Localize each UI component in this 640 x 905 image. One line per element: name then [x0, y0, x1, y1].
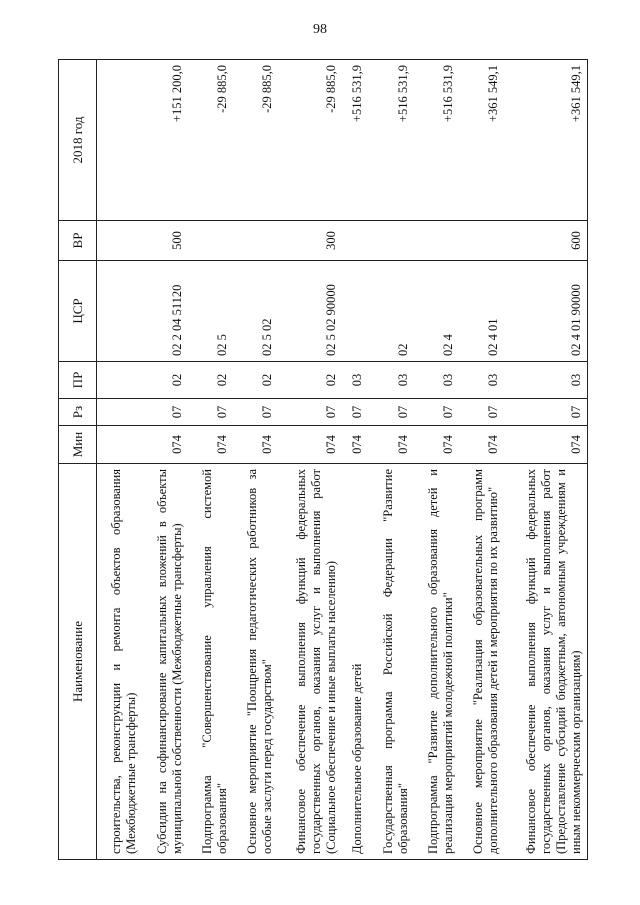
row-amount: +361 549,1 — [504, 60, 588, 221]
row-min: 074 — [459, 426, 504, 464]
row-rz: 07 — [142, 399, 187, 426]
table-row — [278, 60, 342, 860]
row-name: Основное мероприятие "Поощрения педагогических работников за особые заслуги перед государством" — [233, 464, 278, 860]
row-rz: 07 — [368, 399, 413, 426]
row-name: Подпрограмма "Совершенствование управления системой образования" — [188, 464, 233, 860]
row-vr — [97, 221, 143, 261]
table-row — [504, 60, 588, 860]
table-row — [342, 60, 368, 860]
row-rz: 07 — [459, 399, 504, 426]
header-year: 2018 год — [59, 60, 97, 221]
row-rz: 07 — [233, 399, 278, 426]
row-csr: 02 5 02 — [233, 261, 278, 362]
header-vr: ВР — [59, 221, 97, 261]
row-vr — [188, 221, 233, 261]
row-name: Дополнительное образование детей — [342, 464, 368, 860]
row-csr: 02 5 — [188, 261, 233, 362]
row-rz: 07 — [278, 399, 342, 426]
row-csr: 02 2 04 51120 — [142, 261, 187, 362]
row-name: Государственная программа Российской Федерации "Развитие образования" — [368, 464, 413, 860]
header-min: Мин — [59, 426, 97, 464]
row-amount: -29 885,0 — [233, 60, 278, 221]
row-csr — [97, 261, 143, 362]
header-rz: Рз — [59, 399, 97, 426]
row-amount: +516 531,9 — [368, 60, 413, 221]
table-header-row — [59, 60, 97, 860]
row-name: Финансовое обеспечение выполнения функций федеральных государственных органов, оказания услуг и выполнения работ (Социальное обеспечение и иные выплаты населению) — [278, 464, 342, 860]
row-amount — [97, 60, 143, 221]
row-pr: 03 — [368, 362, 413, 399]
table-row — [188, 60, 233, 860]
row-vr: 300 — [278, 221, 342, 261]
row-min: 074 — [188, 426, 233, 464]
table-row — [368, 60, 413, 860]
row-csr — [342, 261, 368, 362]
row-pr: 02 — [278, 362, 342, 399]
row-vr — [414, 221, 459, 261]
row-rz — [97, 399, 143, 426]
header-name: Наименование — [59, 464, 97, 860]
row-csr: 02 4 01 90000 — [504, 261, 588, 362]
row-name: Финансовое обеспечение выполнения функций федеральных государственных органов, оказания услуг и выполнения работ (Предоставление субсидий бюджетным, автономным учреждениям и иным некоммерческим организациям) — [504, 464, 588, 860]
row-pr: 03 — [414, 362, 459, 399]
row-csr: 02 5 02 90000 — [278, 261, 342, 362]
row-min: 074 — [504, 426, 588, 464]
header-pr: ПР — [59, 362, 97, 399]
rotated-table-area — [58, 60, 588, 860]
row-pr: 02 — [233, 362, 278, 399]
row-amount: +516 531,9 — [414, 60, 459, 221]
row-min: 074 — [142, 426, 187, 464]
row-min — [97, 426, 143, 464]
row-rz: 07 — [504, 399, 588, 426]
row-name: строительства, реконструкции и ремонта объектов образования (Межбюджетные трансферты) — [97, 464, 143, 860]
row-min: 074 — [233, 426, 278, 464]
row-name: Субсидии на софинансирование капитальных вложений в объекты муниципальной собственности (Межбюджетные трансферты) — [142, 464, 187, 860]
row-vr — [368, 221, 413, 261]
row-amount: +516 531,9 — [342, 60, 368, 221]
page-number: 98 — [313, 22, 327, 37]
table-row — [142, 60, 187, 860]
row-min: 074 — [414, 426, 459, 464]
row-amount: -29 885,0 — [188, 60, 233, 221]
row-pr — [97, 362, 143, 399]
row-rz: 07 — [342, 399, 368, 426]
table-row — [233, 60, 278, 860]
row-rz: 07 — [414, 399, 459, 426]
row-vr — [459, 221, 504, 261]
row-csr: 02 4 01 — [459, 261, 504, 362]
row-vr — [233, 221, 278, 261]
row-name: Основное мероприятие "Реализация образовательных программ дополнительного образования детей и мероприятия по их развитию" — [459, 464, 504, 860]
row-amount: +361 549,1 — [459, 60, 504, 221]
row-vr: 500 — [142, 221, 187, 261]
row-min: 074 — [278, 426, 342, 464]
row-name: Подпрограмма "Развитие дополнительного образования детей и реализация мероприятий молодежной политики" — [414, 464, 459, 860]
row-vr: 600 — [504, 221, 588, 261]
table-row — [459, 60, 504, 860]
row-pr: 03 — [504, 362, 588, 399]
row-min: 074 — [342, 426, 368, 464]
row-csr: 02 4 — [414, 261, 459, 362]
row-pr: 02 — [142, 362, 187, 399]
budget-table — [58, 59, 588, 860]
row-pr: 02 — [188, 362, 233, 399]
row-vr — [342, 221, 368, 261]
row-csr: 02 — [368, 261, 413, 362]
row-min: 074 — [368, 426, 413, 464]
row-rz: 07 — [188, 399, 233, 426]
table-row — [97, 60, 143, 860]
row-amount: +151 200,0 — [142, 60, 187, 221]
row-amount: -29 885,0 — [278, 60, 342, 221]
row-pr: 03 — [342, 362, 368, 399]
header-csr: ЦСР — [59, 261, 97, 362]
table-row — [414, 60, 459, 860]
row-pr: 03 — [459, 362, 504, 399]
